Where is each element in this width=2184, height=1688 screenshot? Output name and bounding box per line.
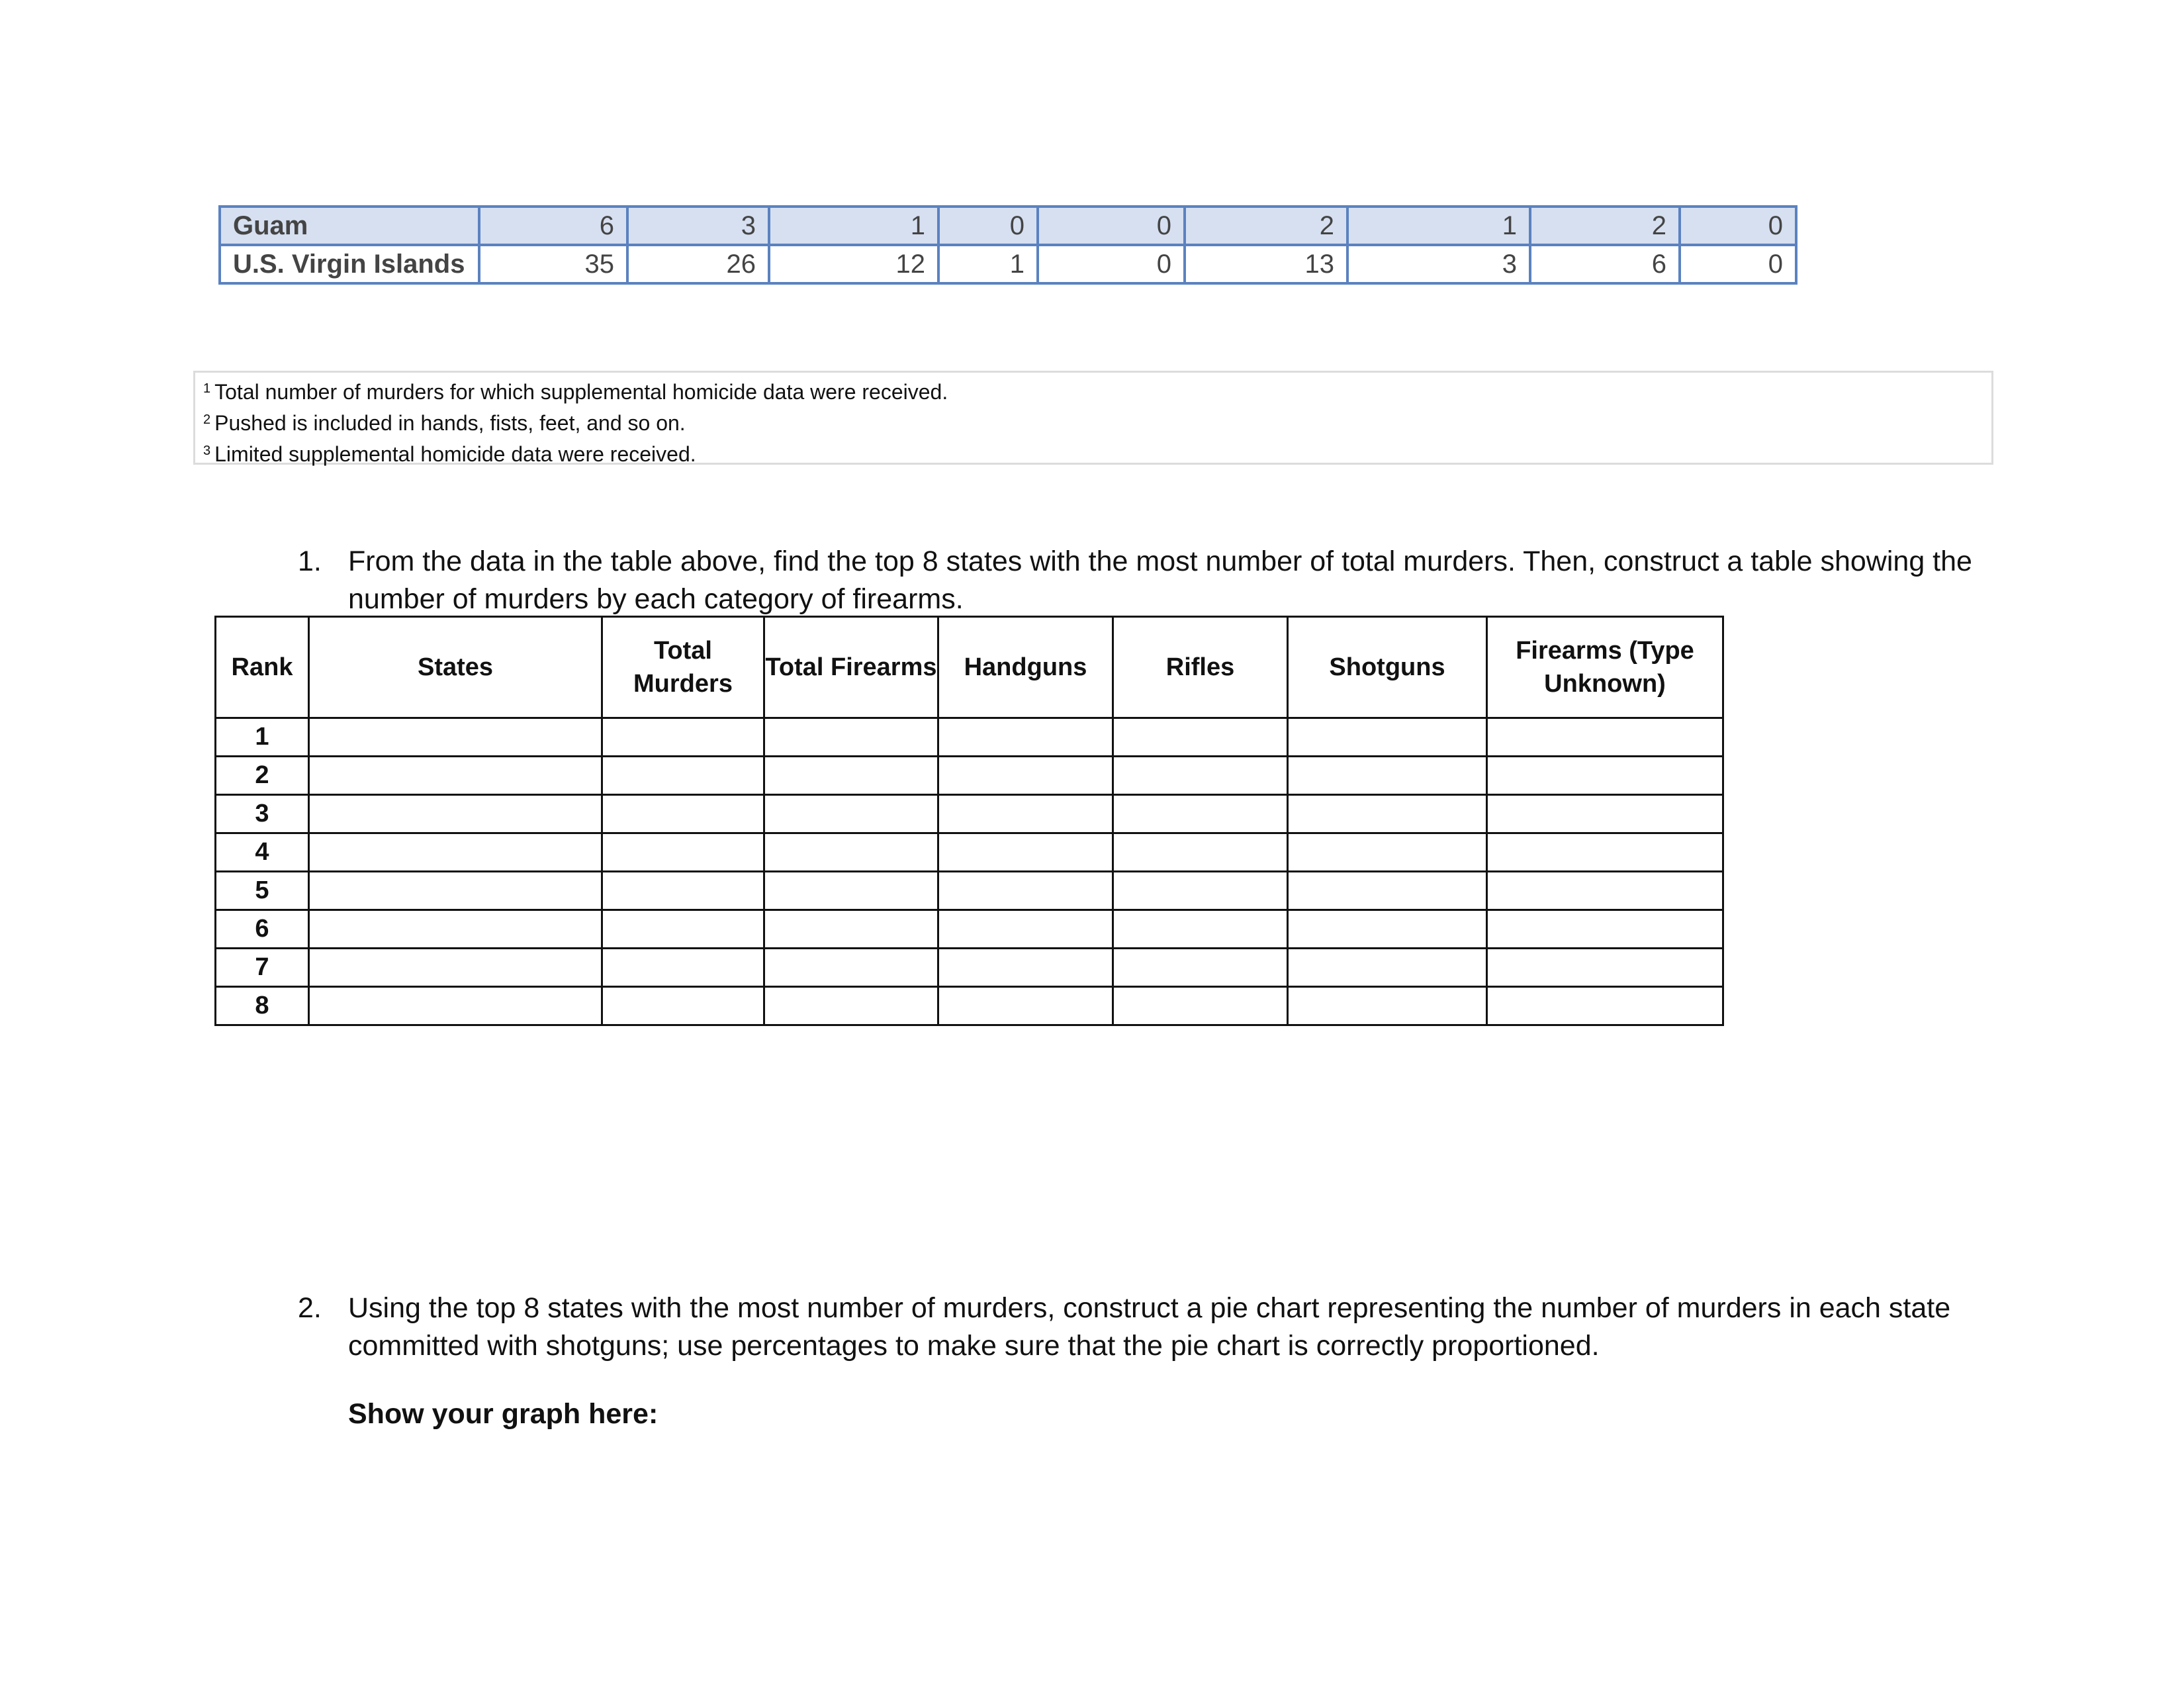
blank-cell[interactable]: [309, 910, 602, 949]
footnotes-box: [193, 371, 1993, 465]
value-cell: 0: [938, 207, 1038, 245]
blank-cell[interactable]: [1113, 949, 1288, 987]
table-row: [216, 757, 1723, 795]
value-cell: 0: [1680, 207, 1796, 245]
blank-cell[interactable]: [309, 757, 602, 795]
header-total-murders: Total Murders: [602, 617, 764, 718]
blank-cell[interactable]: [1487, 757, 1723, 795]
blank-cell[interactable]: [1487, 987, 1723, 1025]
blank-cell[interactable]: [1288, 987, 1487, 1025]
blank-cell[interactable]: [602, 910, 764, 949]
blank-cell[interactable]: [938, 795, 1113, 833]
blank-cell[interactable]: [938, 987, 1113, 1025]
blank-cell[interactable]: [764, 910, 938, 949]
blank-cell[interactable]: [602, 718, 764, 757]
blank-cell[interactable]: [1288, 910, 1487, 949]
blank-cell[interactable]: [1487, 795, 1723, 833]
header-shotguns: Shotguns: [1288, 617, 1487, 718]
blank-cell[interactable]: [764, 795, 938, 833]
value-cell: 0: [1680, 245, 1796, 283]
value-cell: 2: [1185, 207, 1347, 245]
blank-cell[interactable]: [1288, 718, 1487, 757]
blank-cell[interactable]: [1487, 872, 1723, 910]
footnote-text: Pushed is included in hands, fists, feet, and so on.: [214, 411, 686, 435]
blank-cell[interactable]: [1487, 949, 1723, 987]
blank-cell[interactable]: [1288, 949, 1487, 987]
blank-cell[interactable]: [1113, 718, 1288, 757]
footnote: [203, 439, 1983, 470]
header-total-firearms: Total Firearms: [764, 617, 938, 718]
blank-cell[interactable]: [309, 949, 602, 987]
value-cell: 2: [1530, 207, 1680, 245]
blank-cell[interactable]: [764, 833, 938, 872]
rank-cell: 4: [216, 833, 309, 872]
blank-cell[interactable]: [1487, 718, 1723, 757]
table-row: [216, 718, 1723, 757]
question-text: From the data in the table above, find the top 8 states with the most number of total murders. Then, construct a table showing the number of murders by each category of firearms.: [348, 545, 1972, 615]
blank-cell[interactable]: [1113, 910, 1288, 949]
blank-cell[interactable]: [938, 757, 1113, 795]
blank-cell[interactable]: [938, 949, 1113, 987]
blank-cell[interactable]: [1113, 872, 1288, 910]
blank-cell[interactable]: [764, 872, 938, 910]
question-number: 2.: [298, 1292, 322, 1324]
answer-table: [214, 616, 1724, 1026]
answer-table-body: [216, 718, 1723, 1025]
header-rank: Rank: [216, 617, 309, 718]
blank-cell[interactable]: [602, 757, 764, 795]
value-cell: 35: [479, 245, 627, 283]
blank-cell[interactable]: [602, 795, 764, 833]
state-cell: U.S. Virgin Islands: [220, 245, 479, 283]
value-cell: 0: [1038, 207, 1185, 245]
blank-cell[interactable]: [938, 718, 1113, 757]
rank-cell: 1: [216, 718, 309, 757]
value-cell: 12: [769, 245, 938, 283]
blank-cell[interactable]: [1113, 833, 1288, 872]
blank-cell[interactable]: [1113, 757, 1288, 795]
header-firearms-unknown: Firearms (Type Unknown): [1487, 617, 1723, 718]
value-cell: 6: [479, 207, 627, 245]
blank-cell[interactable]: [1113, 987, 1288, 1025]
blank-cell[interactable]: [764, 757, 938, 795]
table-row: [216, 795, 1723, 833]
rank-cell: 6: [216, 910, 309, 949]
rank-cell: 7: [216, 949, 309, 987]
header-handguns: Handguns: [938, 617, 1113, 718]
blank-cell[interactable]: [309, 872, 602, 910]
table-row: [216, 910, 1723, 949]
data-table: [218, 205, 1797, 285]
blank-cell[interactable]: [938, 910, 1113, 949]
table-row: [216, 833, 1723, 872]
question-text: Using the top 8 states with the most number of murders, construct a pie chart representing the number of murders in each state committed with shotguns; use percentages to make sure that the pie chart is correctly proportioned.: [348, 1292, 1951, 1362]
header-row: [216, 617, 1723, 718]
rank-cell: 3: [216, 795, 309, 833]
blank-cell[interactable]: [764, 987, 938, 1025]
footnote: [203, 408, 1983, 439]
value-cell: 3: [1347, 245, 1530, 283]
rank-cell: 5: [216, 872, 309, 910]
question-number: 1.: [298, 545, 322, 577]
blank-cell[interactable]: [602, 949, 764, 987]
value-cell: 1: [769, 207, 938, 245]
blank-cell[interactable]: [1288, 833, 1487, 872]
footnote: [203, 377, 1983, 408]
rank-cell: 2: [216, 757, 309, 795]
rank-cell: 8: [216, 987, 309, 1025]
footnote-mark: 3: [203, 444, 211, 458]
blank-cell[interactable]: [602, 872, 764, 910]
blank-cell[interactable]: [309, 987, 602, 1025]
blank-cell[interactable]: [309, 833, 602, 872]
blank-cell[interactable]: [1487, 833, 1723, 872]
blank-cell[interactable]: [938, 872, 1113, 910]
table-row: [216, 872, 1723, 910]
footnote-mark: 1: [203, 381, 211, 396]
blank-cell[interactable]: [1487, 910, 1723, 949]
blank-cell[interactable]: [1113, 795, 1288, 833]
header-states: States: [309, 617, 602, 718]
blank-cell[interactable]: [938, 833, 1113, 872]
value-cell: 6: [1530, 245, 1680, 283]
blank-cell[interactable]: [1288, 872, 1487, 910]
blank-cell[interactable]: [1288, 757, 1487, 795]
value-cell: 0: [1038, 245, 1185, 283]
table-row: [216, 987, 1723, 1025]
header-rifles: Rifles: [1113, 617, 1288, 718]
blank-cell[interactable]: [764, 949, 938, 987]
blank-cell[interactable]: [764, 718, 938, 757]
value-cell: 1: [938, 245, 1038, 283]
blank-cell[interactable]: [602, 987, 764, 1025]
blank-cell[interactable]: [602, 833, 764, 872]
footnote-mark: 2: [203, 412, 211, 427]
footnote-text: Limited supplemental homicide data were received.: [214, 442, 696, 466]
table-row: [220, 207, 1796, 245]
state-cell: Guam: [220, 207, 479, 245]
table-row: [220, 245, 1796, 283]
value-cell: 13: [1185, 245, 1347, 283]
table-row: [216, 949, 1723, 987]
footnote-text: Total number of murders for which supplemental homicide data were received.: [214, 380, 948, 404]
blank-cell[interactable]: [309, 718, 602, 757]
value-cell: 1: [1347, 207, 1530, 245]
blank-cell[interactable]: [309, 795, 602, 833]
graph-label: Show your graph here:: [348, 1398, 659, 1430]
value-cell: 26: [627, 245, 769, 283]
blank-cell[interactable]: [1288, 795, 1487, 833]
value-cell: 3: [627, 207, 769, 245]
